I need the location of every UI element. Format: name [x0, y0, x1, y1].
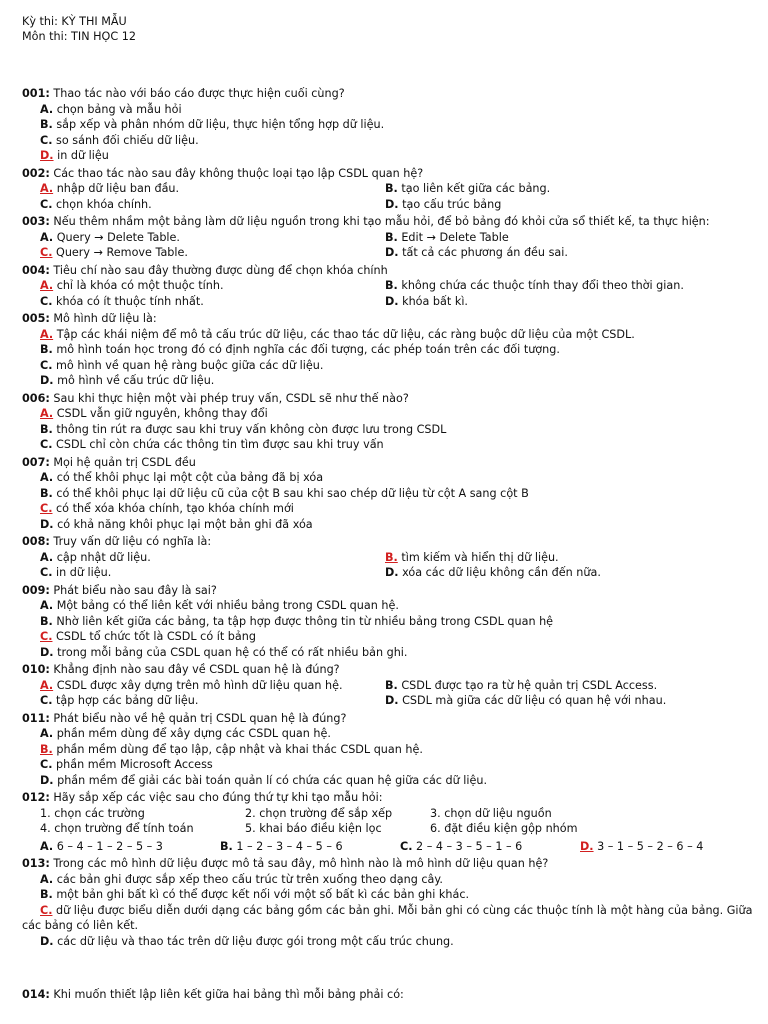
exam-header — [22, 14, 758, 44]
option-text: Edit → Delete Table — [401, 230, 509, 244]
option-c — [40, 565, 385, 581]
question-007 — [22, 455, 758, 533]
option-text: CSDL chỉ còn chứa các thông tin tìm được sau khi truy vấn — [56, 438, 384, 451]
option-text: Query → Delete Table. — [56, 230, 180, 244]
option-c — [40, 197, 385, 213]
option-letter-correct: C. — [40, 502, 53, 515]
option-text: Nhờ liên kết giữa các bảng, ta tập hợp được thông tin từ nhiều bảng trong CSDL quan hệ — [56, 614, 554, 628]
question-number: 002: — [22, 166, 50, 180]
option-b — [385, 678, 758, 694]
option-a — [22, 598, 758, 614]
question-006 — [22, 391, 758, 453]
option-text: chỉ là khóa có một thuộc tính. — [56, 279, 224, 292]
step-item: 4. chọn trường để tính toán — [40, 822, 194, 835]
option-text: phần mềm dùng để tạo lập, cập nhật và khai thác CSDL quan hệ. — [56, 742, 423, 756]
option-c — [22, 903, 758, 934]
option-c — [400, 839, 568, 855]
question-text: Khi muốn thiết lập liên kết giữa hai bảng thì mỗi bảng phải có: — [53, 988, 404, 1001]
option-text: dữ liệu được biểu diễn dưới dạng các bảng gồm các bản ghi. Mỗi bản ghi có cùng các thuộc tính là một hàng của bảng. Giữa các bảng có liên kết. — [22, 903, 753, 932]
option-d — [22, 645, 758, 661]
option-a — [22, 327, 758, 343]
option-c — [22, 629, 758, 645]
option-c — [22, 133, 758, 149]
option-letter: D. — [385, 294, 399, 308]
option-a — [22, 406, 758, 422]
option-text: Tập các khái niệm để mô tả cấu trúc dữ liệu, các thao tác dữ liệu, các ràng buộc dữ liệu của một CSDL. — [56, 327, 635, 341]
question-text: Khẳng định nào sau đây về CSDL quan hệ là đúng? — [53, 663, 340, 676]
option-letter: D. — [40, 645, 54, 659]
option-c — [40, 693, 385, 709]
option-letter: C. — [40, 294, 53, 308]
option-letter: C. — [400, 839, 413, 853]
option-a — [40, 678, 385, 694]
option-text: không chứa các thuộc tính thay đổi theo thời gian. — [401, 279, 684, 292]
option-d — [22, 373, 758, 389]
option-letter: D. — [40, 773, 54, 787]
option-letter: C. — [40, 438, 53, 451]
option-letter-correct: A. — [40, 678, 54, 692]
option-letter: B. — [40, 118, 53, 131]
question-text: Phát biểu nào sau đây là sai? — [53, 583, 217, 597]
option-letter-correct: C. — [40, 903, 53, 917]
option-text: 3 – 1 – 5 – 2 – 6 – 4 — [597, 839, 704, 853]
option-d — [385, 565, 758, 581]
option-letter: D. — [385, 197, 399, 211]
option-b — [385, 230, 758, 246]
option-letter: A. — [40, 872, 54, 886]
option-d — [22, 517, 758, 533]
question-004 — [22, 263, 758, 310]
option-text: phần mềm dùng để xây dựng các CSDL quan hệ. — [56, 727, 331, 740]
option-a — [22, 470, 758, 486]
option-letter: A. — [40, 102, 54, 116]
exam-subject: Môn thi: TIN HỌC 12 — [22, 30, 136, 43]
question-number: 010: — [22, 663, 50, 676]
option-a — [40, 550, 385, 566]
option-b — [22, 486, 758, 502]
option-text: CSDL được tạo ra từ hệ quản trị CSDL Access. — [401, 678, 658, 692]
option-d — [580, 839, 758, 855]
option-letter-correct: C. — [40, 246, 53, 259]
question-text: Truy vấn dữ liệu có nghĩa là: — [53, 535, 212, 548]
option-letter: D. — [40, 374, 54, 387]
option-letter: B. — [385, 279, 398, 292]
step-item: 1. chọn các trường — [40, 806, 145, 820]
option-text: in dữ liệu — [57, 149, 109, 162]
step-item: 6. đặt điều kiện gộp nhóm — [430, 822, 578, 835]
option-letter: D. — [385, 694, 399, 707]
option-b — [220, 839, 388, 855]
option-letter: B. — [40, 614, 53, 628]
option-a — [40, 230, 385, 246]
option-text: phần mềm Microsoft Access — [56, 758, 213, 771]
option-a — [40, 278, 385, 294]
question-number: 003: — [22, 215, 50, 228]
option-letter-correct: D. — [580, 839, 594, 853]
question-002 — [22, 166, 758, 213]
option-text: khóa bất kì. — [402, 294, 468, 308]
question-001 — [22, 86, 758, 164]
option-letter-correct: A. — [40, 182, 54, 195]
question-008 — [22, 534, 758, 581]
option-b — [22, 742, 758, 758]
option-text: có thể khôi phục lại dữ liệu cũ của cột B sau khi sao chép dữ liệu từ cột A sang cột B — [56, 486, 529, 500]
option-text: xóa các dữ liệu không cần đến nữa. — [402, 566, 601, 579]
option-c — [40, 294, 385, 310]
option-a — [22, 872, 758, 888]
question-number: 004: — [22, 263, 50, 277]
question-text: Phát biểu nào về hệ quản trị CSDL quan hệ là đúng? — [53, 711, 347, 725]
option-letter-correct: A. — [40, 407, 54, 420]
option-letter-correct: A. — [40, 327, 54, 341]
option-letter: C. — [40, 694, 53, 707]
question-013 — [22, 856, 758, 949]
question-text: Các thao tác nào sau đây không thuộc loại tạo lập CSDL quan hệ? — [53, 166, 424, 180]
question-text: Sau khi thực hiện một vài phép truy vấn, CSDL sẽ như thế nào? — [53, 391, 409, 405]
step-item: 5. khai báo điều kiện lọc — [245, 822, 382, 835]
option-text: in dữ liệu. — [56, 566, 112, 579]
question-text: Mọi hệ quản trị CSDL đều — [53, 455, 196, 469]
option-text: một bản ghi bất kì có thể được kết nối với một số bất kì các bản ghi khác. — [56, 888, 470, 901]
option-letter-correct: D. — [40, 149, 54, 162]
option-letter: D. — [40, 517, 54, 531]
option-letter: C. — [40, 133, 53, 147]
option-d — [385, 197, 758, 213]
question-number: 006: — [22, 391, 50, 405]
option-letter-correct: B. — [40, 742, 53, 756]
option-letter: B. — [40, 486, 53, 500]
question-number: 009: — [22, 583, 50, 597]
option-text: các dữ liệu và thao tác trên dữ liệu được gói trong một cấu trúc chung. — [57, 934, 454, 948]
option-letter: B. — [220, 839, 233, 853]
question-number: 001: — [22, 87, 50, 100]
option-text: phần mềm để giải các bài toán quản lí có chứa các quan hệ giữa các dữ liệu. — [57, 773, 487, 787]
option-text: Query → Remove Table. — [56, 246, 188, 259]
option-letter: C. — [40, 758, 53, 771]
option-d — [385, 245, 758, 261]
option-letter: A. — [40, 550, 54, 564]
option-text: CSDL mà giữa các dữ liệu có quan hệ với nhau. — [402, 694, 667, 707]
option-text: mô hình về quan hệ ràng buộc giữa các dữ liệu. — [56, 358, 324, 372]
question-text: Nếu thêm nhầm một bảng làm dữ liệu nguồn trong khi tạo mẫu hỏi, để bỏ bảng đó khỏi cửa sổ thiết kế, ta thực hiện: — [53, 215, 710, 228]
option-letter: D. — [385, 566, 399, 579]
option-letter: D. — [385, 246, 399, 259]
option-text: thông tin rút ra được sau khi truy vấn không còn được lưu trong CSDL — [56, 422, 447, 436]
question-number: 005: — [22, 312, 50, 325]
option-letter: A. — [40, 599, 54, 612]
option-b — [385, 181, 758, 197]
option-text: mô hình về cấu trúc dữ liệu. — [57, 374, 215, 387]
step-item: 3. chọn dữ liệu nguồn — [430, 806, 552, 820]
option-text: các bản ghi được sắp xếp theo cấu trúc từ trên xuống theo dạng cây. — [56, 872, 443, 886]
option-text: có thể xóa khóa chính, tạo khóa chính mới — [56, 502, 294, 515]
option-letter-correct: A. — [40, 279, 54, 292]
option-text: khóa có ít thuộc tính nhất. — [56, 294, 204, 308]
option-letter: D. — [40, 934, 54, 948]
option-letter: C. — [40, 197, 53, 211]
option-b — [385, 550, 758, 566]
option-letter: A. — [40, 839, 54, 853]
option-letter-correct: C. — [40, 630, 53, 643]
option-d — [385, 294, 758, 310]
option-c — [22, 358, 758, 374]
step-item: 2. chọn trường để sắp xếp — [245, 806, 393, 820]
option-c — [22, 757, 758, 773]
option-d — [22, 773, 758, 789]
option-text: có khả năng khôi phục lại một bản ghi đã xóa — [57, 517, 313, 531]
option-text: nhập dữ liệu ban đầu. — [56, 182, 180, 195]
option-text: tập hợp các bảng dữ liệu. — [56, 694, 199, 707]
option-letter: B. — [385, 678, 398, 692]
question-number: 008: — [22, 535, 50, 548]
question-005 — [22, 311, 758, 389]
option-c — [22, 437, 758, 453]
question-011 — [22, 711, 758, 789]
option-d — [22, 934, 758, 950]
question-012 — [22, 790, 758, 854]
option-text: tạo liên kết giữa các bảng. — [401, 182, 551, 195]
question-number: 011: — [22, 711, 50, 725]
option-text: chọn khóa chính. — [56, 197, 152, 211]
question-text: Thao tác nào với báo cáo được thực hiện cuối cùng? — [53, 87, 345, 100]
option-b — [22, 342, 758, 358]
question-text: Hãy sắp xếp các việc sau cho đúng thứ tự khi tạo mẫu hỏi: — [53, 791, 383, 804]
option-b — [22, 422, 758, 438]
option-text: trong mỗi bảng của CSDL quan hệ có thể có rất nhiều bản ghi. — [57, 645, 408, 659]
option-letter: A. — [40, 471, 54, 484]
option-letter: B. — [40, 343, 53, 356]
option-c — [40, 245, 385, 261]
option-text: mô hình toán học trong đó có định nghĩa các đối tượng, các phép toán trên các đối tượng. — [56, 343, 560, 356]
option-text: tìm kiếm và hiển thị dữ liệu. — [401, 550, 559, 564]
option-b — [385, 278, 758, 294]
option-text: có thể khôi phục lại một cột của bảng đã bị xóa — [56, 471, 324, 484]
question-003 — [22, 214, 758, 261]
option-letter: B. — [385, 230, 398, 244]
option-c — [22, 501, 758, 517]
option-letter: A. — [40, 230, 54, 244]
question-number: 012: — [22, 791, 50, 804]
option-text: chọn bảng và mẫu hỏi — [56, 102, 182, 116]
option-text: sắp xếp và phân nhóm dữ liệu, thực hiện tổng hợp dữ liệu. — [56, 118, 385, 131]
option-text: Một bảng có thể liên kết với nhiều bảng trong CSDL quan hệ. — [56, 599, 399, 612]
question-number: 007: — [22, 455, 50, 469]
option-a — [22, 726, 758, 742]
option-b — [22, 887, 758, 903]
question-014 — [22, 987, 758, 1003]
option-text: tạo cấu trúc bảng — [402, 197, 502, 211]
option-b — [22, 614, 758, 630]
option-text: 1 – 2 – 3 – 4 – 5 – 6 — [236, 839, 343, 853]
option-letter: B. — [385, 182, 398, 195]
option-letter: B. — [40, 888, 53, 901]
option-text: CSDL tổ chức tốt là CSDL có ít bảng — [56, 630, 256, 643]
question-number: 014: — [22, 988, 50, 1001]
question-text: Mô hình dữ liệu là: — [53, 312, 157, 325]
option-letter: B. — [40, 422, 53, 436]
option-letter-correct: B. — [385, 550, 398, 564]
option-text: cập nhật dữ liệu. — [56, 550, 151, 564]
option-a — [40, 839, 208, 855]
question-010 — [22, 662, 758, 709]
question-009 — [22, 583, 758, 661]
option-letter: A. — [40, 727, 54, 740]
option-a — [22, 102, 758, 118]
question-text: Tiêu chí nào sau đây thường được dùng để chọn khóa chính — [53, 263, 388, 277]
option-text: so sánh đối chiếu dữ liệu. — [56, 133, 199, 147]
question-text: Trong các mô hình dữ liệu được mô tả sau đây, mô hình nào là mô hình dữ liệu quan hệ? — [53, 857, 549, 870]
option-text: CSDL vẫn giữ nguyên, không thay đổi — [56, 407, 268, 420]
option-d — [22, 148, 758, 164]
question-number: 013: — [22, 857, 50, 870]
option-text: tất cả các phương án đều sai. — [402, 246, 568, 259]
option-a — [40, 181, 385, 197]
option-d — [385, 693, 758, 709]
option-text: 2 – 4 – 3 – 5 – 1 – 6 — [416, 839, 523, 853]
option-text: CSDL được xây dựng trên mô hình dữ liệu quan hệ. — [56, 678, 343, 692]
option-text: 6 – 4 – 1 – 2 – 5 – 3 — [56, 839, 163, 853]
option-letter: C. — [40, 358, 53, 372]
option-letter: C. — [40, 566, 53, 579]
option-b — [22, 117, 758, 133]
exam-title: Kỳ thi: KỲ THI MẪU — [22, 15, 127, 28]
